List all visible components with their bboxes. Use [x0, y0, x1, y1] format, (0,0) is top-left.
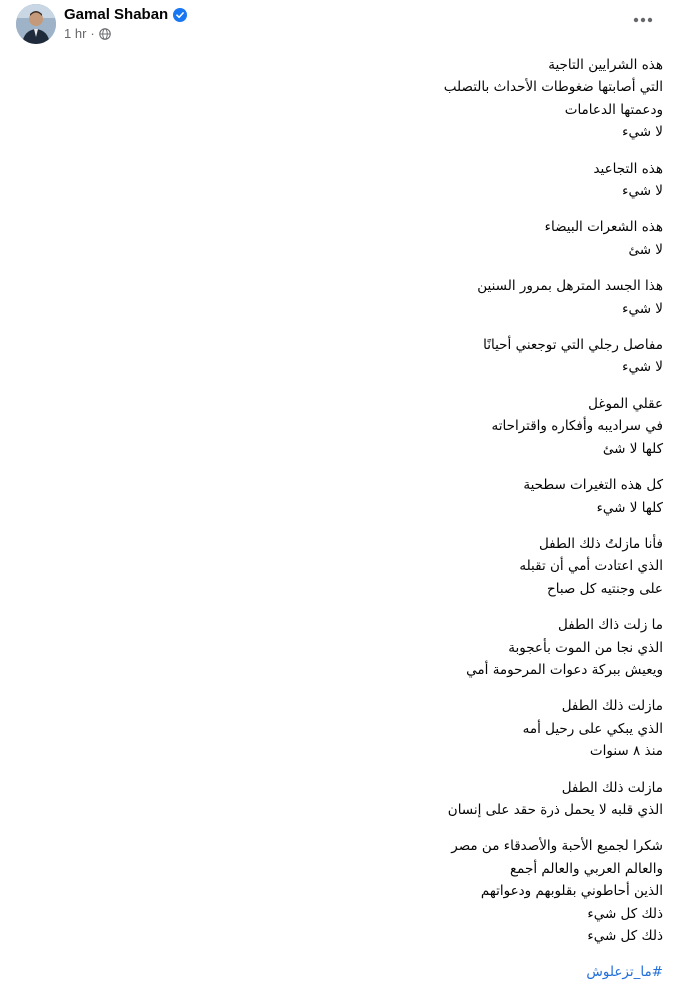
- post-line: لا شيء: [622, 300, 663, 317]
- post-line: ذلك كل شيء: [587, 928, 663, 944]
- post-line: منذ ٨ سنوات: [589, 743, 663, 760]
- post-line: كلها لا شيء: [596, 499, 663, 516]
- author-name[interactable]: Gamal Shaban: [64, 6, 169, 23]
- post-line: شكرا لجميع الأحبة والأصدقاء من مصر: [451, 838, 663, 855]
- post-line: عقلي الموغل: [588, 395, 663, 412]
- post-paragraph: [23, 158, 663, 203]
- post-paragraph: [23, 393, 663, 460]
- post-line: مازلت ذلك الطفل: [561, 779, 663, 796]
- post-line: هذه التجاعيد: [593, 160, 663, 177]
- post-line: كلها لا شئ: [602, 440, 663, 457]
- post-line: ويعيش ببركة دعوات المرحومة أمي: [466, 661, 663, 678]
- post-line: هذه الشرايين التاجية: [548, 57, 663, 73]
- verified-badge-icon: [173, 8, 187, 22]
- post-paragraph: [23, 777, 663, 822]
- post-line: ودعمتها الدعامات: [564, 101, 663, 118]
- post-line: والعالم العربي والعالم أجمع: [509, 860, 663, 877]
- more-options-icon: [633, 17, 653, 23]
- post-line: لا شيء: [622, 183, 663, 200]
- post-line: ما زلت ذاك الطفل: [558, 617, 663, 634]
- post-time[interactable]: 1 hr: [64, 26, 87, 41]
- avatar-photo: [16, 4, 56, 44]
- globe-icon[interactable]: [99, 28, 111, 40]
- post-paragraph: [23, 334, 663, 379]
- post-body: [23, 54, 663, 984]
- post-paragraph: [23, 533, 663, 600]
- post-line: فأنا مازلتُ ذلك الطفل: [538, 535, 663, 552]
- post-line: الذي اعتادت أمي أن تقبله: [519, 558, 663, 575]
- post-line: الذي يبكي على رحيل أمه: [522, 720, 663, 737]
- post-paragraph: [23, 275, 663, 320]
- separator-dot: ·: [90, 26, 95, 41]
- avatar[interactable]: [16, 4, 56, 44]
- post-line: ذلك كل شيء: [587, 905, 663, 922]
- post-paragraph: [23, 695, 663, 762]
- post-paragraph: [23, 216, 663, 261]
- author-row: [64, 6, 187, 23]
- post-line: الذي نجا من الموت بأعجوبة: [508, 639, 663, 656]
- post-line: الذين أحاطوني بقلوبهم ودعواتهم: [480, 883, 663, 900]
- post-line: لا شيء: [622, 359, 663, 376]
- post-line: مفاصل رجلي التي توجعني أحيانًا: [483, 337, 663, 354]
- post-line: في سراديبه وأفكاره واقتراحاته: [491, 418, 663, 435]
- post-line: لا شئ: [628, 241, 663, 258]
- post-line: كل هذه التغيرات سطحية: [523, 477, 663, 494]
- post-line: مازلت ذلك الطفل: [561, 698, 663, 715]
- post-header: [16, 4, 666, 48]
- post-line: هذه الشعرات البيضاء: [544, 219, 663, 236]
- post-line: هذا الجسد المترهل بمرور السنين: [477, 278, 663, 295]
- post-line: الذي قلبه لا يحمل ذرة حقد على إنسان: [447, 801, 663, 818]
- post-paragraph: [23, 835, 663, 947]
- hashtag-link[interactable]: #ما_تزعلوش: [586, 964, 663, 981]
- post-line: على وجنتيه كل صباح: [547, 580, 663, 597]
- post-paragraph: [23, 54, 663, 144]
- post-paragraph: [23, 474, 663, 519]
- post-meta: [64, 26, 111, 41]
- post-line: التي أصابتها ضغوطات الأحداث بالتصلب: [443, 79, 663, 96]
- post-paragraph: [23, 614, 663, 681]
- more-options-button[interactable]: [630, 10, 656, 30]
- post-line: لا شيء: [622, 124, 663, 141]
